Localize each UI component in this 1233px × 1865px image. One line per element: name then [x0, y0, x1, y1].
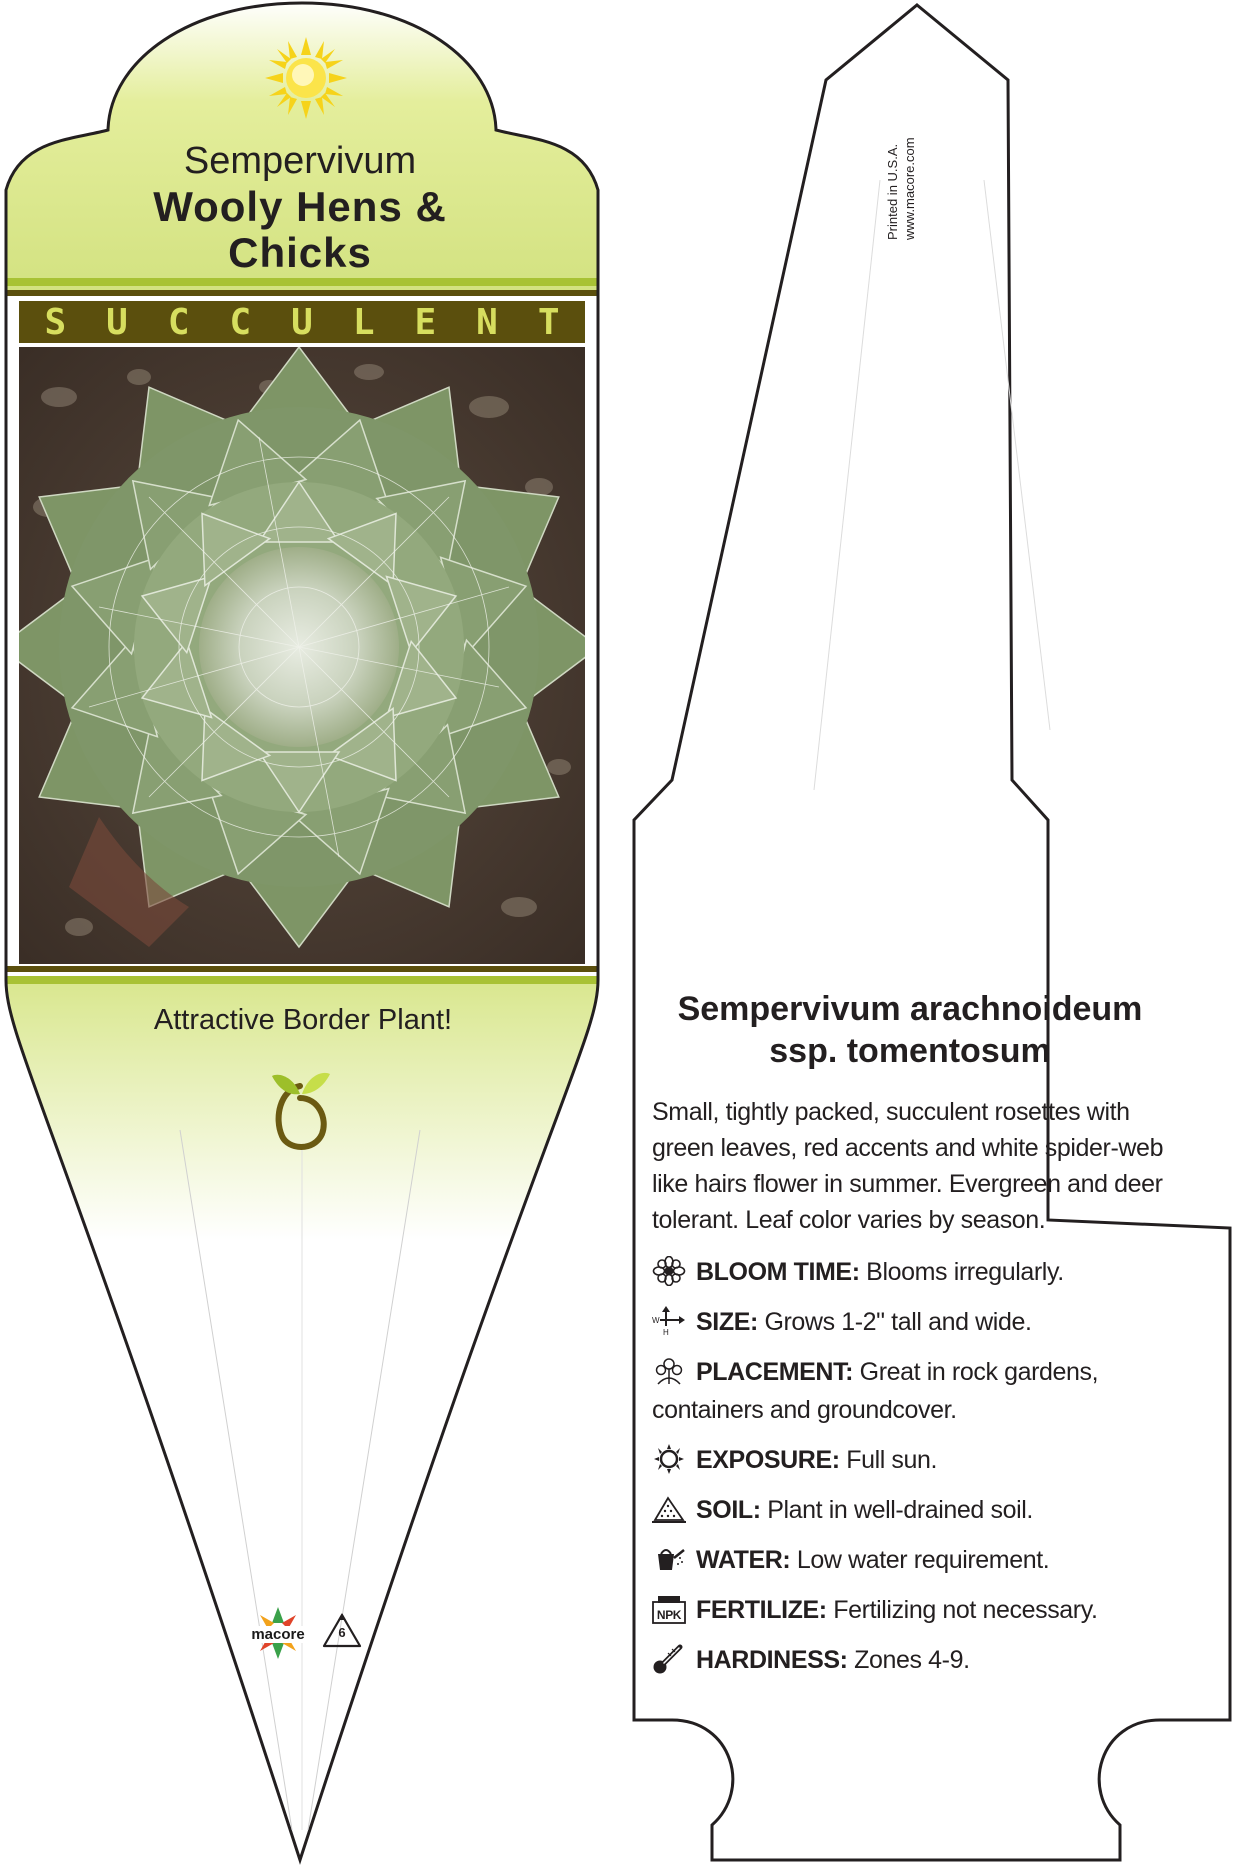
genus-name: Sempervivum — [183, 140, 417, 182]
fertilize-label: FERTILIZE: — [696, 1596, 827, 1624]
placement-row — [652, 1353, 1192, 1429]
bloom-time-row — [652, 1253, 1192, 1291]
size-row — [652, 1303, 1192, 1341]
npk-icon-text: NPK — [656, 1608, 682, 1622]
botanical-name-line2: ssp. tomentosum — [769, 1032, 1051, 1070]
hardiness-row — [652, 1641, 1192, 1679]
back-tag-outline — [634, 5, 1230, 1860]
bloom-time-value: Blooms irregularly. — [859, 1258, 1064, 1286]
website-text: www.macore.com — [902, 137, 917, 240]
placement-label: PLACEMENT: — [696, 1358, 854, 1386]
placement-value: Great in rock gardens, containers and groundcover. — [652, 1358, 1099, 1424]
fertilize-value: Fertilizing not necessary. — [826, 1596, 1098, 1624]
water-row — [652, 1541, 1192, 1579]
bloom-time-label: BLOOM TIME: — [696, 1258, 860, 1286]
sun-exposure-icon — [652, 1444, 686, 1474]
size-arrows-icon — [652, 1306, 686, 1336]
printed-in-note — [884, 0, 918, 240]
water-value: Low water requirement. — [790, 1546, 1050, 1574]
tagline: Attractive Border Plant! — [153, 1004, 453, 1036]
category-band — [19, 301, 600, 343]
exposure-label: EXPOSURE: — [696, 1446, 840, 1474]
recycle-number: 6 — [338, 1625, 346, 1640]
brand-name: macore — [243, 1626, 313, 1643]
watering-can-icon — [652, 1544, 686, 1574]
size-value: Grows 1-2" tall and wide. — [757, 1308, 1032, 1336]
botanical-name — [640, 988, 1180, 1072]
soil-value: Plant in well-drained soil. — [760, 1496, 1033, 1524]
sun-icon — [263, 35, 349, 121]
plant-placement-icon — [652, 1356, 686, 1386]
soil-label: SOIL: — [696, 1496, 761, 1524]
size-label: SIZE: — [696, 1308, 758, 1336]
sprout-icon — [268, 1068, 332, 1158]
size-icon-h: H — [663, 1328, 669, 1336]
hardiness-value: Zones 4-9. — [847, 1646, 970, 1674]
hardiness-label: HARDINESS: — [696, 1646, 848, 1674]
common-name-line1: Wooly Hens & — [153, 183, 447, 230]
category-label: SUCCULENT — [44, 301, 600, 343]
size-icon-w: W — [652, 1316, 660, 1325]
exposure-row — [652, 1441, 1192, 1479]
flower-icon — [652, 1256, 686, 1286]
fertilize-row — [652, 1591, 1192, 1629]
plant-description: Small, tightly packed, succulent rosettes with green leaves, red accents and white spider-web like hairs flower in summer. Evergreen and deer tolerant. Leaf color varies by season. — [652, 1098, 1164, 1234]
soil-row — [652, 1491, 1192, 1529]
common-name-line2: Chicks — [228, 229, 372, 276]
soil-icon — [652, 1494, 686, 1524]
exposure-value: Full sun. — [839, 1446, 938, 1474]
printed-in-text: Printed in U.S.A. — [885, 143, 900, 240]
npk-fertilizer-icon — [652, 1594, 686, 1624]
water-label: WATER: — [696, 1546, 791, 1574]
botanical-name-line1: Sempervivum arachnoideum — [677, 990, 1143, 1028]
common-name — [70, 184, 530, 276]
thermometer-icon — [652, 1644, 686, 1674]
plant-photo — [19, 347, 585, 964]
